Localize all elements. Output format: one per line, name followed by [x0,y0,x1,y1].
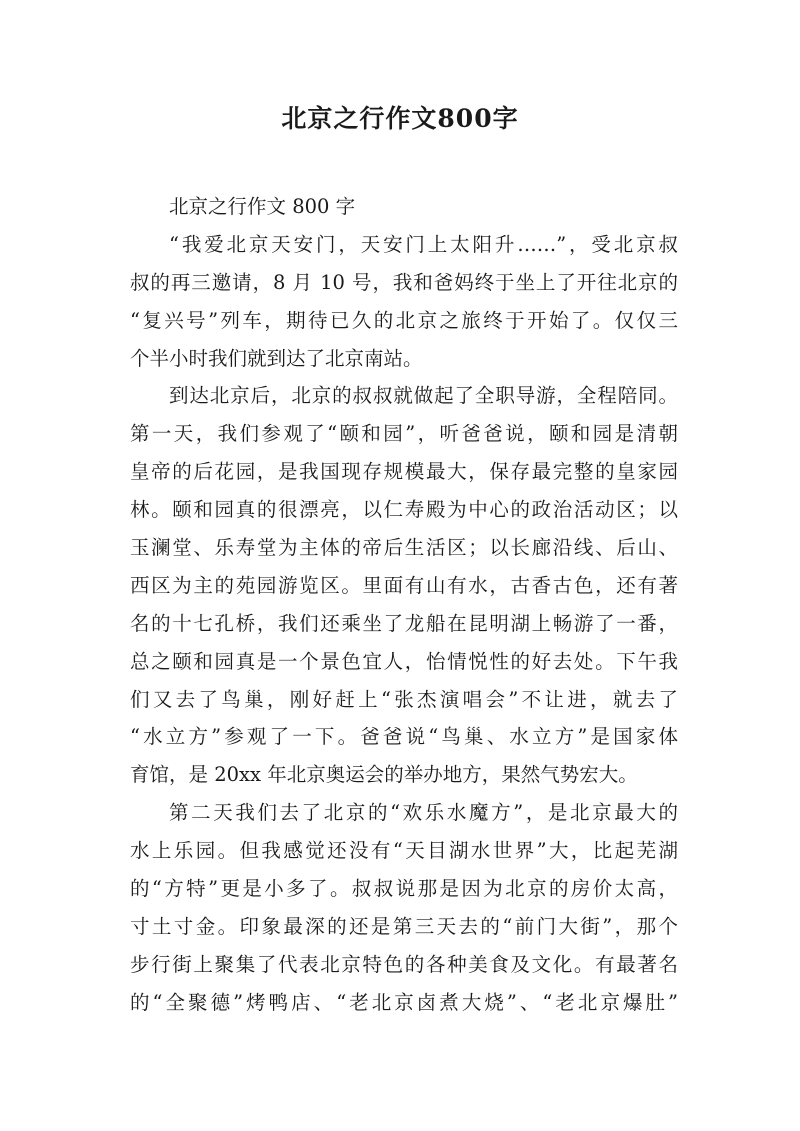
text-line: 皇帝的后花园，是我国现存规模最大，保存最完整的皇家园 [130,460,678,484]
text-line: 个半小时我们就到达了北京南站。 [130,346,423,370]
text-line: “我爱北京天安门，天安门上太阳升……”，受北京叔 [169,232,678,256]
text-line: 北京之行作文 800 字 [169,195,356,218]
text-line: 第一天，我们参观了“颐和园”，听爸爸说，颐和园是清朝 [130,422,678,446]
text-line: 的“全聚德”烤鸭店、“老北京卤煮大烧”、“老北京爆肚” [130,990,678,1014]
text-line: “水立方”参观了一下。爸爸说“鸟巢、水立方”是国家体 [130,725,678,749]
text-line: 玉澜堂、乐寿堂为主体的帝后生活区；以长廊沿线、后山、 [130,536,678,560]
text-line: 寸土寸金。印象最深的还是第三天去的“前门大街”，那个 [130,914,678,938]
text-line: “复兴号”列车，期待已久的北京之旅终于开始了。仅仅三 [130,308,678,332]
text-line: 叔的再三邀请，8 月 10 号，我和爸妈终于坐上了开往北京的 [130,270,678,294]
text-line: 育馆，是 20xx 年北京奥运会的举办地方，果然气势宏大。 [130,763,638,787]
text-line: 的“方特”更是小多了。叔叔说那是因为北京的房价太高， [130,877,678,901]
text-line: 到达北京后，北京的叔叔就做起了全职导游，全程陪同。 [169,384,678,408]
text-line: 水上乐园。但我感觉还没有“天目湖水世界”大，比起芜湖 [130,839,678,863]
text-line: 名的十七孔桥，我们还乘坐了龙船在昆明湖上畅游了一番， [130,611,678,635]
document-title: 北京之行作文800字 [281,104,519,133]
text-line: 林。颐和园真的很漂亮，以仁寿殿为中心的政治活动区；以 [130,498,678,522]
text-line: 总之颐和园真是一个景色宜人，怡情悦性的好去处。下午我 [130,649,678,673]
document-body [130,188,678,1022]
text-line: 步行街上聚集了代表北京特色的各种美食及文化。有最著名 [130,952,678,976]
text-line: 第二天我们去了北京的“欢乐水魔方”，是北京最大的 [169,801,678,825]
text-line: 西区为主的苑园游览区。里面有山有水，古香古色，还有著 [130,573,678,597]
text-line: 们又去了鸟巢，刚好赶上“张杰演唱会”不让进，就去了 [130,687,678,711]
